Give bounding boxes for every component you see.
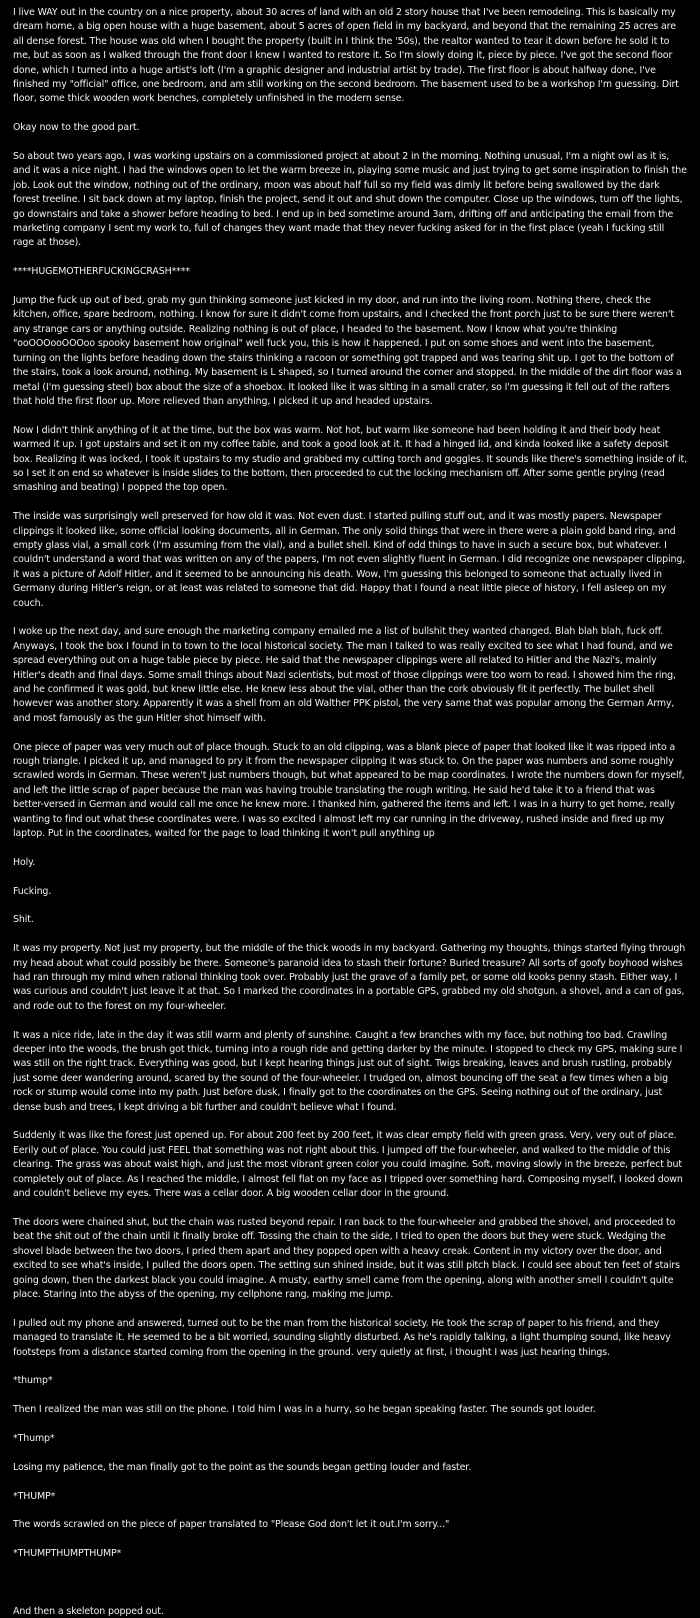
story-paragraph: I woke up the next day, and sure enough the marketing company emailed me a list of bullshit they wanted changed. Blah blah blah, fuck off. Anyways, I took the box I found in to town to the local historical society. The man I talked to was really excited to see what I had found, and we spread everything out on a huge table piece by piece. He said that the newspaper clippings were all related to Hitler and the Nazi's, mainly Hitler's death and final days. Some small things about Nazi scientists, but most of those clippings were too worn to read. I showed him the ring, and he confirmed it was gold, but knew little else. He knew less about the vial, other than the cork obviously fit it perfectly. The bullet shell however was another story. Apparently it was a shell from an old Walther PPK pistol, the very same that was popular among the German Army, and most famously as the gun Hitler shot himself with. <box>13 626 679 724</box>
story-paragraph: Suddenly it was like the forest just opened up. For about 200 feet by 200 feet, it was clear empty field with green grass. Very, very out of place. Eerily out of place. You could just FEEL that something was not right about this. I jumped off the four-wheeler, and walked to the middle of this clearing. The grass was about waist high, and just the most vibrant green color you could imagine. Soft, moving slowly in the breeze, perfect but completely out of place. As I reached the middle, I almost fell flat on my face as I tripped over something hard. Composing myself, I looked down and couldn't believe my eyes. There was a cellar door. A big wooden cellar door in the ground. <box>13 1130 686 1200</box>
story-paragraph: The doors were chained shut, but the chain was rusted beyond repair. I ran back to the four-wheeler and grabbed the shovel, and proceeded to beat the shit out of the chain until it finally broke off. Tossing the chain to the side, I tried to open the doors but they were stuck. Wedging the shovel blade between the two doors, I pried them apart and they popped open with a heavy creak. Content in my victory over the door, and excited to see what's inside, I pulled the doors open. The setting sun shined inside, but it was still pitch black. I could see about ten feet of stairs going down, then the darkest black you could imagine. A musty, earthy smell came from the opening, along with another smell I couldn't quite place. Staring into the abyss of the opening, my cellphone rang, making me jump. <box>13 1216 683 1300</box>
story-paragraph: I pulled out my phone and answered, turned out to be the man from the historical society. He took the scrap of paper to his friend, and they managed to translate it. He seemed to be a bit worried, sounding slightly disturbed. As he's rapidly talking, a light thumping sound, like heavy footsteps from a distance started coming from the opening in the ground. very quietly at first, i thought I was just hearing things. <box>13 1317 674 1358</box>
story-paragraph: Now I didn't think anything of it at the time, but the box was warm. Not hot, but warm like someone had been holding it and their body heat warmed it up. I got upstairs and set it on my coffee table, and took a good look at it. It had a hinged lid, and kinda looked like a safety deposit box. Realizing it was locked, I took it upstairs to my studio and grabbed my cutting torch and goggles. It sounds like there's something inside of it, so I set it on end so whatever is inside slides to the bottom, then proceeded to cut the locking mechanism off. After some gentle prying (read smashing and beating) I popped the top open. <box>13 424 690 494</box>
story-paragraph: Holy. <box>13 856 36 868</box>
story-paragraph: It was my property. Not just my property, but the middle of the thick woods in my backyard. Gathering my thoughts, things started flying through my head about what could possibly be there. Someone's paranoid idea to stash their fortune? Buried treasure? All sorts of goofy boyhood wishes had ran through my mind when rational thinking took over. Probably just the grave of a family pet, or some old kooks penny stash. Either way, I was curious and couldn't just leave it at that. So I marked the coordinates in a portable GPS, grabbed my old shotgun. a shovel, and a can of gas, and rode out to the forest on my four-wheeler. <box>13 943 688 1012</box>
story-final-line: And then a skeleton popped out. <box>13 1605 164 1617</box>
story-paragraph: Jump the fuck up out of bed, grab my gun thinking someone just kicked in my door, and run into the living room. Nothing there, check the kitchen, office, spare bedroom, nothing. I know for sure it didn't come from upstairs, and I checked the front porch just to be sure there weren't any strange cars or anything outside. Realizing nothing is out of place, I headed to the basement. Now I know what you're thinking "ooOOOooOOOoo spooky basement how original" well fuck you, this is how it happened. I put on some shoes and went into the basement, turning on the lights before heading down the stairs thinking a racoon or something got trapped and was tearing shit up. I got to the bottom of the stairs, took a look around, nothing. My basement is L shaped, so I turned around the corner and stopped. In the middle of the dirt floor was a metal (I'm guessing steel) box about the size of a shoebox. It looked like it was sitting in a small crater, so I'm guessing it fell out of the rafters that hold the first floor up. More relieved than anything, I picked it up and headed upstairs. <box>13 295 685 407</box>
story-paragraph: So about two years ago, I was working upstairs on a commissioned project at about 2 in the morning. Nothing unusual, I'm a night owl as it is, and it was a nice night. I had the windows open to let the warm breeze in, playing some music and just trying to get some inspiration to finish the job. Look out the window, nothing out of the ordinary, moon was about half full so my field was dimly lit before being swallowed by the dark forest treeline. I sit back down at my laptop, finish the project, send it out and shut down the computer. Close up the windows, turn off the lights, go downstairs and take a shower before heading to bed. I end up in bed sometime around 3am, drifting off and anticipating the email from the marketing company I sent my work to, full of changes they want made that they never fucking asked for in the first place (yeah I fucking still rage at those). <box>13 151 690 249</box>
story-paragraph: Shit. <box>13 914 34 926</box>
story-paragraph: The words scrawled on the piece of paper translated to "Please God don't let it out.I'm sorry..." <box>13 1519 450 1531</box>
story-paragraph: Then I realized the man was still on the phone. I told him I was in a hurry, so he began speaking faster. The sounds got louder. <box>13 1404 596 1416</box>
story-paragraph: It was a nice ride, late in the day it was still warm and plenty of sunshine. Caught a few branches with my face, but nothing too bad. Crawling deeper into the woods, the brush got thick, turning into a rough ride and getting darker by the minute. I stopped to check my GPS, making sure I was still on the right track. Everything was good, but I kept hearing things just out of sight. Twigs breaking, leaves and brush rustling, probably just some deer wandering around, scared by the sound of the four-wheeler. I trudged on, almost bouncing off the seat a few times when a big rock or stump would come into my path. Just before dusk, I finally got to the coordinates on the GPS. Seeing nothing out of the ordinary, just dense bush and trees, I kept driving a bit further and couldn't believe what I found. <box>13 1029 686 1113</box>
story-paragraph: Fucking. <box>13 885 52 897</box>
story-paragraph: The inside was surprisingly well preserved for how old it was. Not even dust. I started pulling stuff out, and it was mostly papers. Newspaper clippings it looked like, some official looking documents, all in German. The only solid things that were in there were a plain gold band ring, and empty glass vial, a small cork (I'm assuming from the vial), and a bullet shell. Kind of odd things to have in such a secure box, but whatever. I couldn't understand a word that was written on any of the papers, I'm not even slightly fluent in German. I did recognize one newspaper clipping, it was a picture of Adolf Hitler, and it seemed to be announcing his death. Wow, I'm guessing this belonged to someone that actually lived in Germany during Hitler's reign, or at least was related to someone that did. Happy that I found a neat little piece of history, I fell asleep on my couch. <box>13 511 689 609</box>
story-paragraph: Okay now to the good part. <box>13 122 140 134</box>
story-paragraph: ****HUGEMOTHERFUCKINGCRASH**** <box>13 266 190 278</box>
story-paragraph: I live WAY out in the country on a nice property, about 30 acres of land with an old 2 story house that I've been remodeling. This is basically my dream home, a big open house with a huge basement, about 5 acres of open field in my backyard, and beyond that the remaining 25 acres are all dense forest. The house was old when I bought the property (built in I think the '50s), the realtor wanted to tear it down before he sold it to me, but as soon as I walked through the front door I knew I wanted to restore it. So I'm slowly doing it, piece by piece. I've got the second floor done, which I turned into a huge artist's loft (I'm a graphic designer and industrial artist by trade). The first floor is about halfway done, I've finished my "official" office, one bedroom, and am still working on the second bedroom. The basement used to be a workshop I'm guessing. Dirt floor, some thick wooden work benches, completely unfinished in the modern sense. <box>13 7 682 105</box>
story-paragraph: *THUMPTHUMPTHUMP* <box>13 1548 122 1560</box>
story-paragraph: *Thump* <box>13 1432 55 1444</box>
story-paragraph: Losing my patience, the man finally got to the point as the sounds began getting louder and faster. <box>13 1461 472 1473</box>
story-paragraph: One piece of paper was very much out of place though. Stuck to an old clipping, was a blank piece of paper that looked like it was ripped into a rough triangle. I picked it up, and managed to pry it from the newspaper clipping it was stuck to. On the paper was numbers and some roughly scrawled words in German. These weren't just numbers though, but what appeared to be map coordinates. I wrote the numbers down for myself, and left the little scrap of paper because the man was having trouble translating the rough writing. He said he'd take it to a friend that was better-versed in German and would call me once he knew more. I thanked him, gathered the items and left. I was in a hurry to get home, really wanting to find out what these coordinates were. I was so excited I almost left my car running in the driveway, rushed inside and fired up my laptop. Put in the coordinates, waited for the page to load thinking it won't pull anything up <box>13 741 688 840</box>
story-paragraph: *thump* <box>13 1375 53 1387</box>
story-paragraph: *THUMP* <box>13 1490 56 1502</box>
